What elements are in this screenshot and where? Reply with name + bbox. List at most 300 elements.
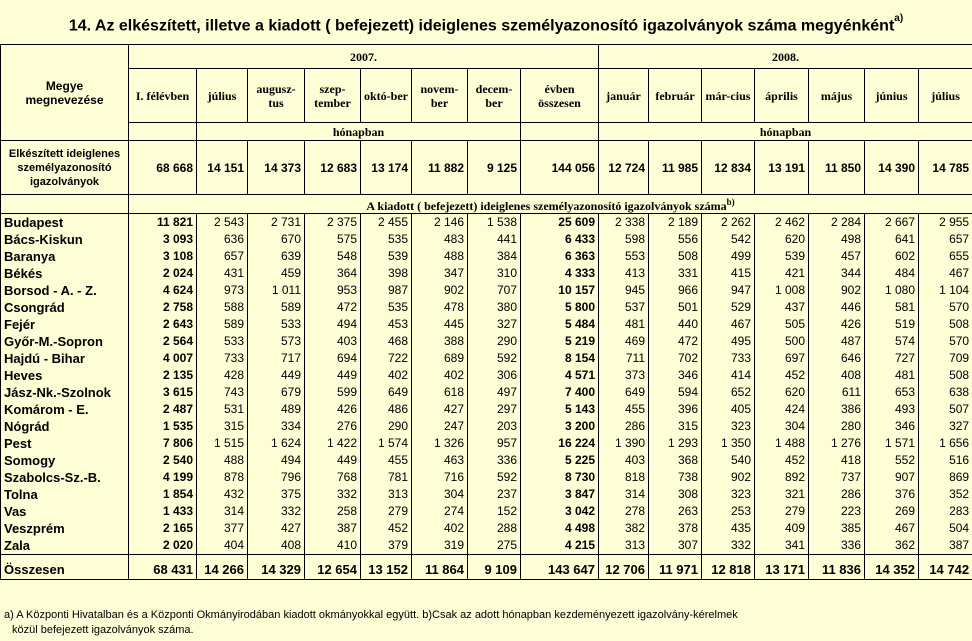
cell-value: 620 <box>755 231 809 248</box>
table-row <box>1 418 972 435</box>
cell-value: 639 <box>248 248 305 265</box>
cell-value: 2 189 <box>649 214 702 232</box>
cell-value: 459 <box>248 265 305 282</box>
cell-value: 314 <box>599 486 649 503</box>
cell-value: 508 <box>649 248 702 265</box>
cell-value: 987 <box>361 282 412 299</box>
cell-value: 223 <box>809 503 865 520</box>
cell-value: 2 146 <box>412 214 468 232</box>
table-row <box>1 316 972 333</box>
cell-value: 327 <box>919 418 972 435</box>
h1-felev-header: I. félévben <box>129 69 197 123</box>
cell-value: 1 080 <box>865 282 919 299</box>
month-2007-header: decem-ber <box>468 69 521 123</box>
cell-value: 539 <box>755 248 809 265</box>
cell-value: 336 <box>809 537 865 555</box>
cell-value: 346 <box>649 367 702 384</box>
cell-value: 508 <box>919 367 972 384</box>
cell-value: 1 488 <box>755 435 809 452</box>
cell-value: 2 020 <box>129 537 197 555</box>
month-2007-header: július <box>197 69 248 123</box>
cell-value: 424 <box>755 401 809 418</box>
total-value: 14 742 <box>919 555 972 580</box>
cell-value: 498 <box>809 231 865 248</box>
table-title <box>0 0 972 44</box>
cell-value: 402 <box>361 367 412 384</box>
cell-value: 403 <box>599 452 649 469</box>
cell-value: 529 <box>702 299 755 316</box>
cell-value: 2 284 <box>809 214 865 232</box>
county-name: Békés <box>1 265 129 282</box>
cell-value: 504 <box>919 520 972 537</box>
cell-value: 5 143 <box>521 401 599 418</box>
cell-value: 402 <box>412 520 468 537</box>
table-row <box>1 452 972 469</box>
cell-value: 11 821 <box>129 214 197 232</box>
cell-value: 539 <box>361 248 412 265</box>
cell-value: 452 <box>755 367 809 384</box>
cell-value: 519 <box>865 316 919 333</box>
cell-value: 636 <box>197 231 248 248</box>
county-name: Komárom - E. <box>1 401 129 418</box>
cell-value: 478 <box>412 299 468 316</box>
cell-value: 2 667 <box>865 214 919 232</box>
cell-value: 7 400 <box>521 384 599 401</box>
cell-value: 4 498 <box>521 520 599 537</box>
month-2008-header: május <box>809 69 865 123</box>
month-2007-header: szep-tember <box>305 69 361 123</box>
title-text: 14. Az elkészített, illetve a kiadott ( befejezett) ideiglenes személyazonosító igazolványok száma megyénként <box>68 17 895 35</box>
cell-value: 966 <box>649 282 702 299</box>
cell-value: 455 <box>599 401 649 418</box>
cell-value: 263 <box>649 503 702 520</box>
cell-value: 599 <box>305 384 361 401</box>
cell-value: 484 <box>865 265 919 282</box>
cell-value: 332 <box>702 537 755 555</box>
cell-value: 508 <box>919 316 972 333</box>
cell-value: 2 955 <box>919 214 972 232</box>
county-name: Baranya <box>1 248 129 265</box>
month-2008-header: április <box>755 69 809 123</box>
cell-value: 1 656 <box>919 435 972 452</box>
cell-value: 1 624 <box>248 435 305 452</box>
cell-value: 449 <box>305 367 361 384</box>
cell-value: 1 350 <box>702 435 755 452</box>
cell-value: 499 <box>702 248 755 265</box>
cell-value: 441 <box>468 231 521 248</box>
cell-value: 697 <box>755 350 809 367</box>
cell-value: 258 <box>305 503 361 520</box>
cell-value: 319 <box>412 537 468 555</box>
table-row <box>1 401 972 418</box>
cell-value: 468 <box>361 333 412 350</box>
cell-value: 947 <box>702 282 755 299</box>
cell-value: 446 <box>809 299 865 316</box>
cell-value: 535 <box>361 299 412 316</box>
cell-value: 313 <box>599 537 649 555</box>
cell-value: 323 <box>702 418 755 435</box>
cell-value: 945 <box>599 282 649 299</box>
elkeszitett-label: Elkészített ideiglenes személyazonosító igazolványok <box>1 141 129 195</box>
cell-value: 332 <box>305 486 361 503</box>
cell-value: 716 <box>412 469 468 486</box>
cell-value: 16 224 <box>521 435 599 452</box>
cell-value: 869 <box>919 469 972 486</box>
total-value: 11 864 <box>412 555 468 580</box>
month-2007-header: októ-ber <box>361 69 412 123</box>
cell-value: 573 <box>248 333 305 350</box>
cell-value: 481 <box>599 316 649 333</box>
cell-value: 516 <box>919 452 972 469</box>
county-name: Jász-Nk.-Szolnok <box>1 384 129 401</box>
kiadott-header <box>129 195 972 214</box>
cell-value: 379 <box>361 537 412 555</box>
cell-value: 709 <box>919 350 972 367</box>
cell-value: 494 <box>248 452 305 469</box>
cell-value: 488 <box>197 452 248 469</box>
county-name: Borsod - A. - Z. <box>1 282 129 299</box>
cell-value: 679 <box>248 384 305 401</box>
cell-value: 2 375 <box>305 214 361 232</box>
cell-value: 781 <box>361 469 412 486</box>
cell-value: 286 <box>809 486 865 503</box>
county-name: Szabolcs-Sz.-B. <box>1 469 129 486</box>
table-row <box>1 248 972 265</box>
cell-value: 702 <box>649 350 702 367</box>
elkeszitett-value: 11 882 <box>412 141 468 195</box>
cell-value: 421 <box>755 265 809 282</box>
kiadott-header-text: A kiadott ( befejezett) ideiglenes személyazonosító igazolványok száma <box>366 199 727 213</box>
table-row <box>1 435 972 452</box>
cell-value: 290 <box>468 333 521 350</box>
cell-value: 2 543 <box>197 214 248 232</box>
cell-value: 347 <box>412 265 468 282</box>
cell-value: 620 <box>755 384 809 401</box>
cell-value: 314 <box>197 503 248 520</box>
cell-value: 717 <box>248 350 305 367</box>
cell-value: 327 <box>468 316 521 333</box>
cell-value: 386 <box>809 401 865 418</box>
cell-value: 275 <box>468 537 521 555</box>
cell-value: 553 <box>599 248 649 265</box>
cell-value: 602 <box>865 248 919 265</box>
table-row <box>1 231 972 248</box>
cell-value: 641 <box>865 231 919 248</box>
cell-value: 505 <box>755 316 809 333</box>
cell-value: 1 515 <box>197 435 248 452</box>
cell-value: 403 <box>305 333 361 350</box>
cell-value: 4 624 <box>129 282 197 299</box>
elkeszitett-value: 12 724 <box>599 141 649 195</box>
cell-value: 483 <box>412 231 468 248</box>
cell-value: 323 <box>702 486 755 503</box>
cell-value: 315 <box>197 418 248 435</box>
cell-value: 592 <box>468 469 521 486</box>
cell-value: 269 <box>865 503 919 520</box>
cell-value: 387 <box>919 537 972 555</box>
cell-value: 8 154 <box>521 350 599 367</box>
elkeszitett-value: 14 151 <box>197 141 248 195</box>
cell-value: 902 <box>702 469 755 486</box>
cell-value: 487 <box>809 333 865 350</box>
cell-value: 346 <box>865 418 919 435</box>
cell-value: 388 <box>412 333 468 350</box>
cell-value: 152 <box>468 503 521 520</box>
cell-value: 332 <box>248 503 305 520</box>
cell-value: 957 <box>468 435 521 452</box>
cell-value: 247 <box>412 418 468 435</box>
cell-value: 307 <box>649 537 702 555</box>
honapban-2008-label: hónapban <box>599 123 972 141</box>
footnote <box>4 608 738 638</box>
cell-value: 280 <box>809 418 865 435</box>
county-name: Fejér <box>1 316 129 333</box>
cell-value: 878 <box>197 469 248 486</box>
cell-value: 2 165 <box>129 520 197 537</box>
cell-value: 1 854 <box>129 486 197 503</box>
cell-value: 4 199 <box>129 469 197 486</box>
cell-value: 414 <box>702 367 755 384</box>
cell-value: 1 390 <box>599 435 649 452</box>
cell-value: 413 <box>599 265 649 282</box>
cell-value: 364 <box>305 265 361 282</box>
county-name: Pest <box>1 435 129 452</box>
cell-value: 2 462 <box>755 214 809 232</box>
cell-value: 535 <box>361 231 412 248</box>
title-footnote-mark: a) <box>894 13 904 24</box>
cell-value: 469 <box>599 333 649 350</box>
table-row <box>1 299 972 316</box>
elkeszitett-value: 11 985 <box>649 141 702 195</box>
elkeszitett-value: 12 683 <box>305 141 361 195</box>
cell-value: 405 <box>702 401 755 418</box>
cell-value: 297 <box>468 401 521 418</box>
cell-value: 378 <box>649 520 702 537</box>
total-value: 13 171 <box>755 555 809 580</box>
cell-value: 279 <box>755 503 809 520</box>
elkeszitett-value: 144 056 <box>521 141 599 195</box>
cell-value: 334 <box>248 418 305 435</box>
cell-value: 738 <box>649 469 702 486</box>
cell-value: 4 571 <box>521 367 599 384</box>
county-name: Hajdú - Bihar <box>1 350 129 367</box>
cell-value: 575 <box>305 231 361 248</box>
total-label: Összesen <box>1 555 129 580</box>
cell-value: 10 157 <box>521 282 599 299</box>
cell-value: 427 <box>248 520 305 537</box>
cell-value: 426 <box>305 401 361 418</box>
table-row <box>1 350 972 367</box>
cell-value: 2 643 <box>129 316 197 333</box>
cell-value: 2 758 <box>129 299 197 316</box>
cell-value: 533 <box>197 333 248 350</box>
cell-value: 435 <box>702 520 755 537</box>
cell-value: 408 <box>809 367 865 384</box>
cell-value: 495 <box>702 333 755 350</box>
cell-value: 404 <box>197 537 248 555</box>
year-2008-header: 2008. <box>599 45 972 69</box>
table-row <box>1 282 972 299</box>
cell-value: 2 262 <box>702 214 755 232</box>
table-row <box>1 367 972 384</box>
county-name: Nógrád <box>1 418 129 435</box>
county-name: Veszprém <box>1 520 129 537</box>
cell-value: 384 <box>468 248 521 265</box>
cell-value: 283 <box>919 503 972 520</box>
cell-value: 427 <box>412 401 468 418</box>
cell-value: 2 135 <box>129 367 197 384</box>
cell-value: 453 <box>361 316 412 333</box>
cell-value: 341 <box>755 537 809 555</box>
county-name: Győr-M.-Sopron <box>1 333 129 350</box>
cell-value: 1 276 <box>809 435 865 452</box>
elkeszitett-value: 13 191 <box>755 141 809 195</box>
cell-value: 1 433 <box>129 503 197 520</box>
table-row <box>1 503 972 520</box>
total-value: 13 152 <box>361 555 412 580</box>
cell-value: 463 <box>412 452 468 469</box>
cell-value: 2 731 <box>248 214 305 232</box>
total-value: 9 109 <box>468 555 521 580</box>
cell-value: 437 <box>755 299 809 316</box>
county-name: Zala <box>1 537 129 555</box>
cell-value: 452 <box>755 452 809 469</box>
cell-value: 3 093 <box>129 231 197 248</box>
cell-value: 537 <box>599 299 649 316</box>
cell-value: 203 <box>468 418 521 435</box>
cell-value: 396 <box>649 401 702 418</box>
month-2008-header: január <box>599 69 649 123</box>
elkeszitett-value: 14 785 <box>919 141 972 195</box>
cell-value: 274 <box>412 503 468 520</box>
cell-value: 670 <box>248 231 305 248</box>
cell-value: 657 <box>919 231 972 248</box>
cell-value: 304 <box>412 486 468 503</box>
cell-value: 1 538 <box>468 214 521 232</box>
cell-value: 3 847 <box>521 486 599 503</box>
cell-value: 733 <box>702 350 755 367</box>
total-row <box>1 555 972 580</box>
county-name: Bács-Kiskun <box>1 231 129 248</box>
cell-value: 711 <box>599 350 649 367</box>
table-row <box>1 214 972 232</box>
cell-value: 286 <box>599 418 649 435</box>
cell-value: 276 <box>305 418 361 435</box>
cell-value: 646 <box>809 350 865 367</box>
cell-value: 768 <box>305 469 361 486</box>
cell-value: 598 <box>599 231 649 248</box>
cell-value: 722 <box>361 350 412 367</box>
total-value: 14 266 <box>197 555 248 580</box>
data-table <box>0 44 972 580</box>
cell-value: 336 <box>468 452 521 469</box>
cell-value: 737 <box>809 469 865 486</box>
table-row <box>1 265 972 282</box>
cell-value: 467 <box>919 265 972 282</box>
county-name: Somogy <box>1 452 129 469</box>
cell-value: 385 <box>809 520 865 537</box>
cell-value: 415 <box>702 265 755 282</box>
cell-value: 5 219 <box>521 333 599 350</box>
elkeszitett-value: 12 834 <box>702 141 755 195</box>
month-2007-header: novem-ber <box>412 69 468 123</box>
cell-value: 589 <box>197 316 248 333</box>
cell-value: 2 564 <box>129 333 197 350</box>
total-value: 12 818 <box>702 555 755 580</box>
cell-value: 3 200 <box>521 418 599 435</box>
county-name: Budapest <box>1 214 129 232</box>
cell-value: 694 <box>305 350 361 367</box>
cell-value: 4 215 <box>521 537 599 555</box>
cell-value: 1 008 <box>755 282 809 299</box>
cell-value: 428 <box>197 367 248 384</box>
cell-value: 375 <box>248 486 305 503</box>
elkeszitett-value: 14 390 <box>865 141 919 195</box>
cell-value: 657 <box>197 248 248 265</box>
cell-value: 507 <box>919 401 972 418</box>
table-row <box>1 520 972 537</box>
cell-value: 408 <box>248 537 305 555</box>
cell-value: 432 <box>197 486 248 503</box>
cell-value: 467 <box>702 316 755 333</box>
cell-value: 733 <box>197 350 248 367</box>
cell-value: 533 <box>248 316 305 333</box>
cell-value: 907 <box>865 469 919 486</box>
month-2008-header: már-cius <box>702 69 755 123</box>
cell-value: 494 <box>305 316 361 333</box>
total-value: 68 431 <box>129 555 197 580</box>
cell-value: 707 <box>468 282 521 299</box>
cell-value: 279 <box>361 503 412 520</box>
cell-value: 467 <box>865 520 919 537</box>
cell-value: 1 535 <box>129 418 197 435</box>
cell-value: 594 <box>649 384 702 401</box>
month-2008-header: június <box>865 69 919 123</box>
cell-value: 500 <box>755 333 809 350</box>
cell-value: 973 <box>197 282 248 299</box>
cell-value: 1 574 <box>361 435 412 452</box>
cell-value: 5 800 <box>521 299 599 316</box>
cell-value: 548 <box>305 248 361 265</box>
table-row <box>1 537 972 555</box>
cell-value: 652 <box>702 384 755 401</box>
cell-value: 2 540 <box>129 452 197 469</box>
cell-value: 380 <box>468 299 521 316</box>
county-name: Csongrád <box>1 299 129 316</box>
cell-value: 6 433 <box>521 231 599 248</box>
cell-value: 542 <box>702 231 755 248</box>
cell-value: 8 730 <box>521 469 599 486</box>
cell-value: 288 <box>468 520 521 537</box>
cell-value: 489 <box>248 401 305 418</box>
cell-value: 387 <box>305 520 361 537</box>
cell-value: 1 011 <box>248 282 305 299</box>
cell-value: 2 024 <box>129 265 197 282</box>
cell-value: 445 <box>412 316 468 333</box>
cell-value: 638 <box>919 384 972 401</box>
cell-value: 649 <box>361 384 412 401</box>
cell-value: 352 <box>919 486 972 503</box>
cell-value: 902 <box>809 282 865 299</box>
cell-value: 310 <box>468 265 521 282</box>
total-value: 12 654 <box>305 555 361 580</box>
cell-value: 373 <box>599 367 649 384</box>
cell-value: 481 <box>865 367 919 384</box>
cell-value: 497 <box>468 384 521 401</box>
footnote-line-1: a) A Központi Hivatalban és a Központi Okmányirodában kiadott okmányokkal együtt. b)Csak az adott hónapban kezdeményezett igazolvány-kérelmek <box>4 609 738 621</box>
cell-value: 581 <box>865 299 919 316</box>
cell-value: 493 <box>865 401 919 418</box>
